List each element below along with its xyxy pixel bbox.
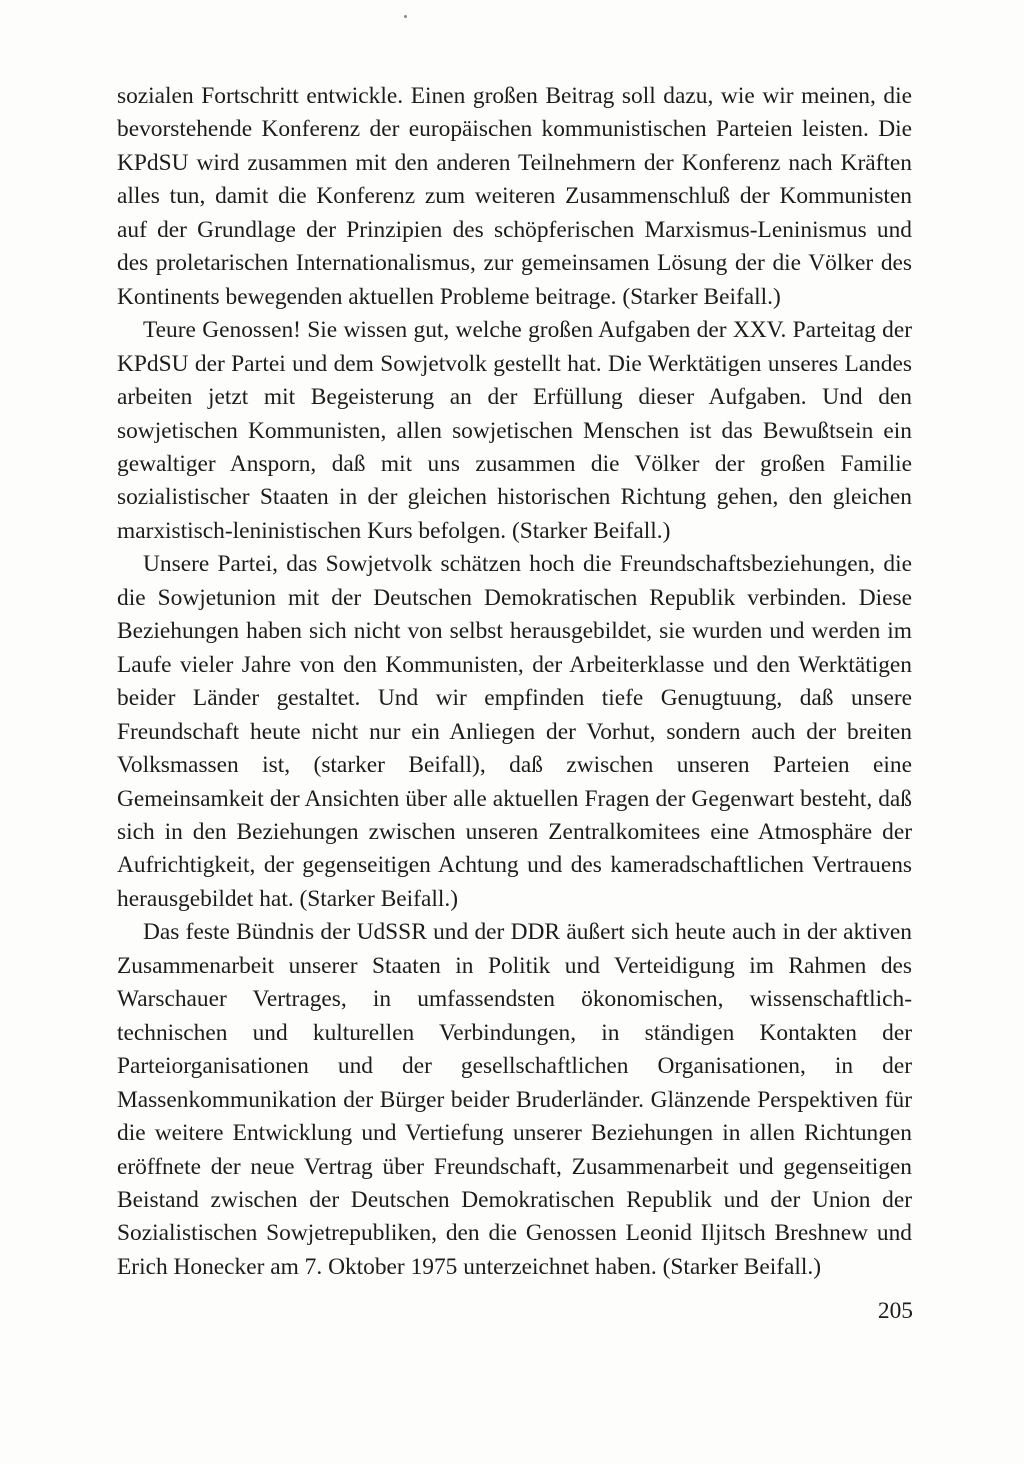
paragraph-3: Unsere Partei, das Sowjetvolk schätzen hoch die Freundschaftsbeziehungen, die die Sowjetunion mit der Deutschen Demokratischen Republik verbinden. Diese Beziehungen haben sich nicht von selbst herausgebildet, sie wurden und werden im Laufe vieler Jahre von den Kommunisten, der Arbeiterklasse und den Werktätigen beider Länder gestaltet. Und wir empfinden tiefe Genugtuung, daß unsere Freundschaft heute nicht nur ein Anliegen der Vorhut, sondern auch der breiten Volksmassen ist, (starker Beifall), daß zwischen unseren Parteien eine Gemeinsamkeit der Ansichten über alle aktuellen Fragen der Gegenwart besteht, daß sich in den Beziehungen zwischen unseren Zentralkomitees eine Atmosphäre der Aufrichtigkeit, der gegenseitigen Achtung und des kameradschaftlichen Vertrauens herausgebildet hat. (Starker Beifall.) [117, 551, 912, 912]
page-number: 205 [877, 1298, 913, 1324]
paragraph-2: Teure Genossen! Sie wissen gut, welche großen Aufgaben der XXV. Parteitag der KPdSU der Partei und dem Sowjetvolk gestellt hat. Die Werktätigen unseres Landes arbeiten jetzt mit Begeisterung an der Erfüllung dieser Aufgaben. Und den sowjetischen Kommunisten, allen sowjetischen Menschen ist das Bewußtsein ein gewaltiger Ansporn, daß mit uns zusammen die Völker der großen Familie sozialistischer Staaten in der gleichen historischen Richtung gehen, den gleichen marxistisch-leninistischen Kurs befolgen. (Starker Beifall.) [117, 317, 912, 544]
paper-speck [404, 15, 407, 18]
body-text [117, 80, 912, 1284]
paragraph-1: sozialen Fortschritt entwickle. Einen großen Beitrag soll dazu, wie wir meinen, die bevorstehende Konferenz der europäischen kommunistischen Parteien leisten. Die KPdSU wird zusammen mit den anderen Teilnehmern der Konferenz nach Kräften alles tun, damit die Konferenz zum weiteren Zusammenschluß der Kommunisten auf der Grundlage der Prinzipien des schöpferischen Marxismus-Leninismus und des proletarischen Internationalismus, zur gemeinsamen Lösung der die Völker des Kontinents bewegenden aktuellen Probleme beitrage. (Starker Beifall.) [117, 83, 912, 310]
paragraph-4: Das feste Bündnis der UdSSR und der DDR äußert sich heute auch in der aktiven Zusammenarbeit unserer Staaten in Politik und Verteidigung im Rahmen des Warschauer Vertrages, in umfassendsten ökonomischen, wissenschaftlich-technischen und kulturellen Verbindungen, in ständigen Kontakten der Parteiorganisationen und der gesellschaftlichen Organisationen, in der Massenkommunikation der Bürger beider Bruderländer. Glänzende Perspektiven für die weitere Entwicklung und Vertiefung unserer Beziehungen in allen Richtungen eröffnete der neue Vertrag über Freundschaft, Zusammenarbeit und gegenseitigen Beistand zwischen der Deutschen Demokratischen Republik und der Union der Sozialistischen Sowjetrepubliken, den die Genossen Leonid Iljitsch Breshnew und Erich Honecker am 7. Oktober 1975 unterzeichnet haben. (Starker Beifall.) [117, 919, 912, 1280]
